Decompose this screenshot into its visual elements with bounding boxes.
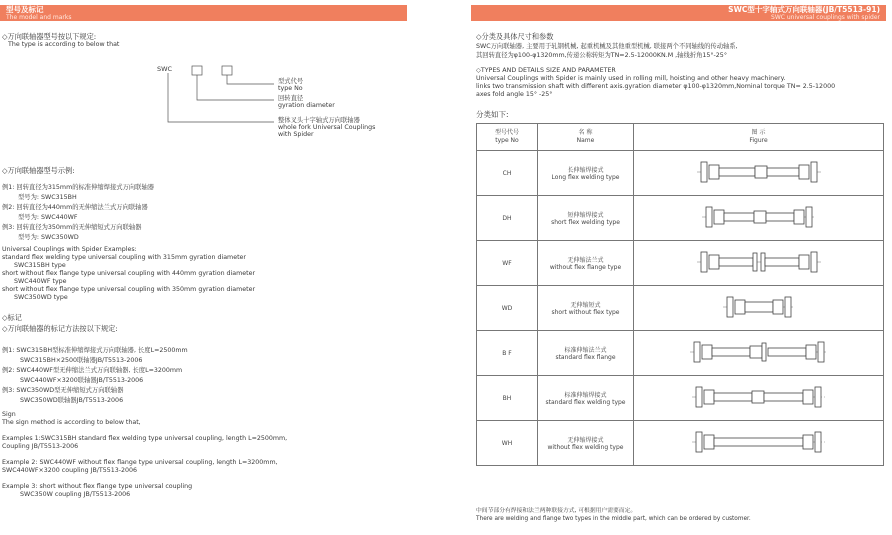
header-name-cn: 名 称 [578, 129, 593, 136]
example-2-type: 型号为: SWC440WF [18, 214, 78, 221]
mark-heading: ◇标记 [2, 313, 22, 322]
row-name-en: without flex welding type [547, 444, 624, 451]
mark-example-3: 例3: SWC350WD型无伸缩短式万向联轴器 [2, 387, 124, 394]
mark-method-heading: ◇万向联轴器的标记方法按以下规定: [2, 324, 118, 333]
leader-3 [168, 73, 274, 122]
coupling-drawing [684, 337, 834, 367]
row-name [538, 376, 634, 421]
right-banner-subtitle: SWC universal couplings with spider [771, 14, 880, 21]
label-fork-en: whole fork Universal Couplings [278, 124, 376, 131]
row-code: WH [477, 421, 538, 466]
header-type-no-cn: 型号代号 [494, 129, 519, 136]
intro-heading: ◇分类及具体尺寸和参数 [476, 32, 554, 41]
header-type-no-en: type No [495, 137, 519, 144]
coupling-drawing [719, 292, 799, 322]
row-name-cn: 无伸缩法兰式 [567, 257, 604, 264]
header-type-no [477, 124, 538, 151]
header-name [538, 124, 634, 151]
sign-example-2a: Example 2: SWC440WF without flex flange type universal coupling, length L=3200mm, [2, 459, 278, 466]
intro-en-2: links two transmission shaft with different axis.gyration diameter φ100-φ1320mm,Nominal torque TN= 2.5-12000 [476, 83, 836, 90]
sign-method: The sign method is according to below that, [2, 419, 141, 426]
example-2: 例2: 回转直径为440mm的无伸缩法兰式万向联轴器 [2, 204, 148, 211]
example-1: 例1: 回转直径为315mm的标准伸缩焊接式万向联轴器 [2, 184, 155, 191]
left-banner-title: 型号及标记 [6, 5, 44, 14]
row-code: BH [477, 376, 538, 421]
examples-en-2: short without flex flange type universal coupling with 440mm gyration diameter [2, 270, 256, 277]
row-figure [634, 376, 884, 421]
example-1-type: 型号为: SWC315BH [18, 194, 77, 201]
sign-example-2b: SWC440WF×3200 coupling JB/T5513-2006 [2, 467, 138, 474]
header-figure-en: Figure [749, 137, 768, 144]
diagram-prefix: SWC [157, 65, 173, 73]
row-figure [634, 196, 884, 241]
row-name-en: Long flex welding type [551, 174, 620, 181]
row-name-en: standard flex welding type [545, 399, 626, 406]
header-figure [634, 124, 884, 151]
examples-en-1: standard flex welding type universal coupling with 315mm gyration diameter [2, 254, 246, 261]
sign-example-1a: Examples 1:SWC315BH standard flex welding type universal coupling, length L=2500mm, [2, 435, 288, 442]
row-name-en: standard flex flange [555, 354, 616, 361]
leader-2 [197, 75, 274, 100]
row-name-en: short flex welding type [551, 219, 620, 226]
row-code: WF [477, 241, 538, 286]
code-box-2 [222, 66, 232, 75]
coupling-drawing [689, 157, 829, 187]
intro-heading-en: ◇TYPES AND DETAILS SIZE AND PARAMETER [476, 67, 616, 74]
row-name [538, 331, 634, 376]
table-row [477, 196, 884, 241]
row-name-cn: 标准伸缩焊接式 [564, 392, 607, 399]
label-gyration-cn: 回转直径 [278, 95, 304, 102]
footnote-en: There are welding and flange two types in the middle part, which can be ordered by customer. [476, 516, 751, 522]
table-row [477, 241, 884, 286]
row-name-cn: 短伸缩焊接式 [567, 212, 604, 219]
table-row [477, 151, 884, 196]
row-name [538, 421, 634, 466]
label-fork-en2: with Spider [278, 131, 314, 138]
mark-example-1-code: SWC315BH×2500联轴器JB/T5513-2006 [20, 357, 143, 364]
examples-en-3-type: SWC350WD type [14, 294, 68, 301]
row-code: WD [477, 286, 538, 331]
coupling-drawing [686, 427, 831, 457]
table-row [477, 376, 884, 421]
label-type-no-en: type No [278, 85, 303, 92]
mark-example-3-code: SWC350WD联轴器JB/T5513-2006 [20, 397, 124, 404]
label-fork-cn: 整体叉头十字轴式万向联轴器 [278, 117, 360, 124]
type-rule-heading-en: The type is according to below that [8, 41, 120, 48]
coupling-drawing [689, 247, 829, 277]
table-row [477, 331, 884, 376]
sign-example-3a: Example 3: short without flex flange type universal coupling [2, 483, 193, 490]
sign-title: Sign [2, 411, 16, 418]
intro-en-1: Universal Couplings with Spider is mainly used in rolling mill, hoisting and other heavy machinery. [476, 75, 786, 82]
row-figure [634, 241, 884, 286]
header-figure-cn: 图 示 [751, 129, 766, 136]
coupling-drawing [694, 202, 824, 232]
examples-heading: ◇万向联轴器型号示例: [2, 166, 75, 175]
sign-example-1b: Coupling JB/T5513-2006 [2, 443, 79, 450]
type-rule-heading: ◇万向联轴器型号按以下规定: [2, 32, 97, 41]
classification-table [476, 123, 884, 466]
mark-example-1: 例1: SWC315BH型标准伸缩焊接式万向联轴器, 长度L=2500mm [2, 347, 188, 354]
classification-title: 分类如下: [476, 110, 509, 119]
intro-line-2: 其回转直径为φ100-φ1320mm,传递公称转矩为TN=2.5-12000KN.M ,轴线折角15°-25° [476, 52, 727, 59]
row-figure [634, 151, 884, 196]
row-name-cn: 长伸缩焊接式 [567, 167, 604, 174]
table-header-row [477, 124, 884, 151]
code-box-1 [192, 66, 202, 75]
mark-example-2-code: SWC440WF×3200联轴器JB/T5513-2006 [20, 377, 144, 384]
row-code: B F [477, 331, 538, 376]
leader-1 [227, 75, 274, 84]
left-banner-subtitle: The model and marks [6, 14, 72, 21]
row-name [538, 286, 634, 331]
header-name-en: Name [576, 137, 595, 144]
row-name [538, 241, 634, 286]
row-name-cn: 无伸缩短式 [570, 302, 601, 309]
row-code: DH [477, 196, 538, 241]
label-type-no-cn: 型式代号 [278, 78, 304, 85]
examples-en-title: Universal Couplings with Spider Examples: [2, 246, 137, 253]
coupling-drawing [686, 382, 831, 412]
right-section-banner [471, 5, 886, 21]
row-code: CH [477, 151, 538, 196]
examples-en-3: short without flex flange type universal coupling with 350mm gyration diameter [2, 286, 256, 293]
row-figure [634, 331, 884, 376]
row-name [538, 196, 634, 241]
row-name-cn: 无伸缩焊接式 [567, 437, 604, 444]
sign-example-3b: SWC350W coupling JB/T5513-2006 [20, 491, 131, 498]
footnote-cn: 中间节部分有焊接和法兰两种联接方式, 可根据用户需要而定。 [476, 508, 637, 514]
example-3: 例3: 回转直径为350mm的无伸缩短式万向联轴器 [2, 224, 142, 231]
examples-en-2-type: SWC440WF type [14, 278, 67, 285]
left-section-banner [0, 5, 407, 21]
label-gyration-en: gyration diameter [278, 102, 335, 109]
mark-example-2: 例2: SWC440WF型无伸缩法兰式万向联轴器, 长度L=3200mm [2, 367, 183, 374]
intro-en-3: axes fold angle 15° -25° [476, 91, 553, 98]
table-row [477, 421, 884, 466]
row-name-en: without flex flange type [549, 264, 622, 271]
right-banner-title: SWC型十字轴式万向联轴器(JB/T5513-91) [728, 5, 880, 14]
row-name-en: short without flex type [551, 309, 620, 316]
row-figure [634, 286, 884, 331]
row-name-cn: 标准伸缩法兰式 [564, 347, 607, 354]
table-row [477, 286, 884, 331]
row-name [538, 151, 634, 196]
intro-line-1: SWC万向联轴器, 主要用于轧钢机械, 起重机械及其他重型机械, 联接两个不同轴线的传动轴系, [476, 43, 738, 50]
row-figure [634, 421, 884, 466]
example-3-type: 型号为: SWC350WD [18, 234, 79, 241]
examples-en-1-type: SWC315BH type [14, 262, 66, 269]
